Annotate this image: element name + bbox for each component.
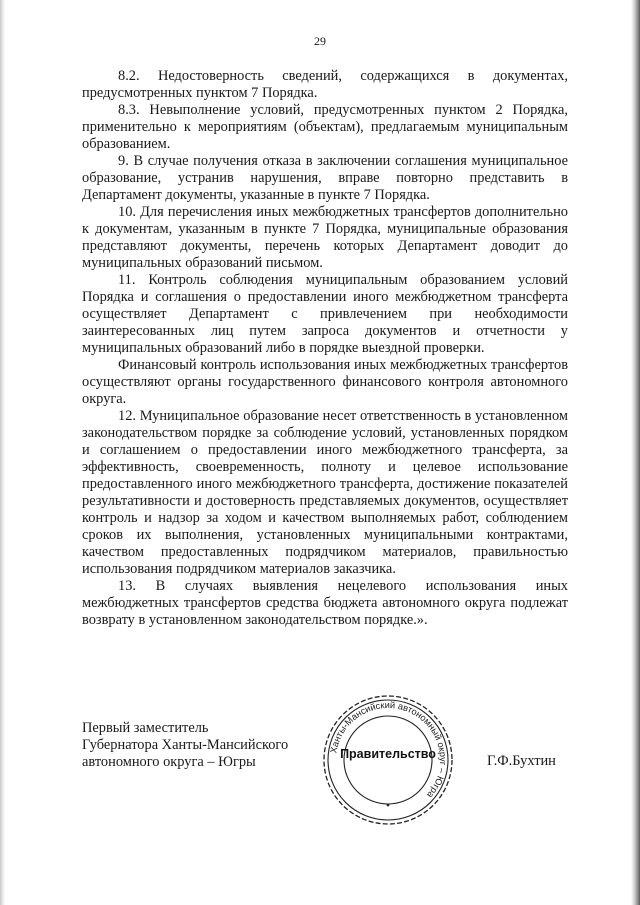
official-seal	[320, 692, 456, 828]
page-number: 29	[314, 34, 326, 48]
seal-ring-text: Ханты-Мансийский автономный округ – Югра	[328, 699, 449, 801]
seal-center-text: Правительство	[340, 747, 436, 761]
paragraph-8-2: 8.2. Недостоверность сведений, содержащихся в документах, предусмотренных пунктом 7 Порядка.	[82, 68, 568, 101]
paragraph-financial-control: Финансовый контроль использования иных межбюджетных трансфертов осуществляют органы государственного финансового контроля автономного округа.	[82, 357, 568, 407]
signatory-title	[82, 720, 288, 771]
paragraph-8-3: 8.3. Невыполнение условий, предусмотренных пунктом 2 Порядка, применительно к мероприятиям (объектам), предлагаемым муниципальным образованием.	[82, 102, 568, 152]
signatory-title-line-2: Губернатора Ханты-Мансийского	[82, 737, 289, 753]
document-body	[82, 68, 568, 629]
signatory-title-line-1: Первый заместитель	[82, 720, 209, 736]
paragraph-12: 12. Муниципальное образование несет ответственность в установленном законодательством порядке за соблюдение условий, установленных порядком и соглашением о предоставлении иного межбюджетного трансферта, за эффективность, своевременность, полноту и целевое использование предоставленного иного межбюджетного трансферта, достижение показателей результативности и достоверность представляемых документов, осуществляет контроль и надзор за ходом и качеством выполняемых работ, соблюдением сроков их выполнения, установленных муниципальными контрактами, качеством предоставленных подрядчиком материалов, правильностью использования подрядчиком материалов заказчика.	[82, 408, 568, 577]
scan-left-edge	[0, 0, 5, 905]
signatory-name: Г.Ф.Бухтин	[487, 753, 556, 769]
scan-right-edge	[631, 0, 640, 905]
paragraph-11: 11. Контроль соблюдения муниципальным образованием условий Порядка и соглашения о предоставлении иного межбюджетном трансферта осуществляет Департамент с привлечением при необходимости заинтересованных лиц путем запроса документов и отчетности у муниципальных образований либо в порядке выездной проверки.	[82, 272, 568, 356]
paragraph-10: 10. Для перечисления иных межбюджетных трансфертов дополнительно к документам, указанным в пункте 7 Порядка, муниципальные образования представляют документы, перечень которых Департамент доводит до муниципальных образований письмом.	[82, 204, 568, 271]
signatory-title-line-3: автономного округа – Югры	[82, 754, 256, 770]
paragraph-9: 9. В случае получения отказа в заключении соглашения муниципальное образование, устранив нарушения, вправе повторно представить в Департамент документы, указанные в пункте 7 Порядка.	[82, 153, 568, 203]
paragraph-13: 13. В случаях выявления нецелевого использования иных межбюджетных трансфертов средства бюджета автономного округа подлежат возврату в установленном законодательством порядке.».	[82, 578, 568, 628]
seal-star-mark	[387, 804, 390, 807]
